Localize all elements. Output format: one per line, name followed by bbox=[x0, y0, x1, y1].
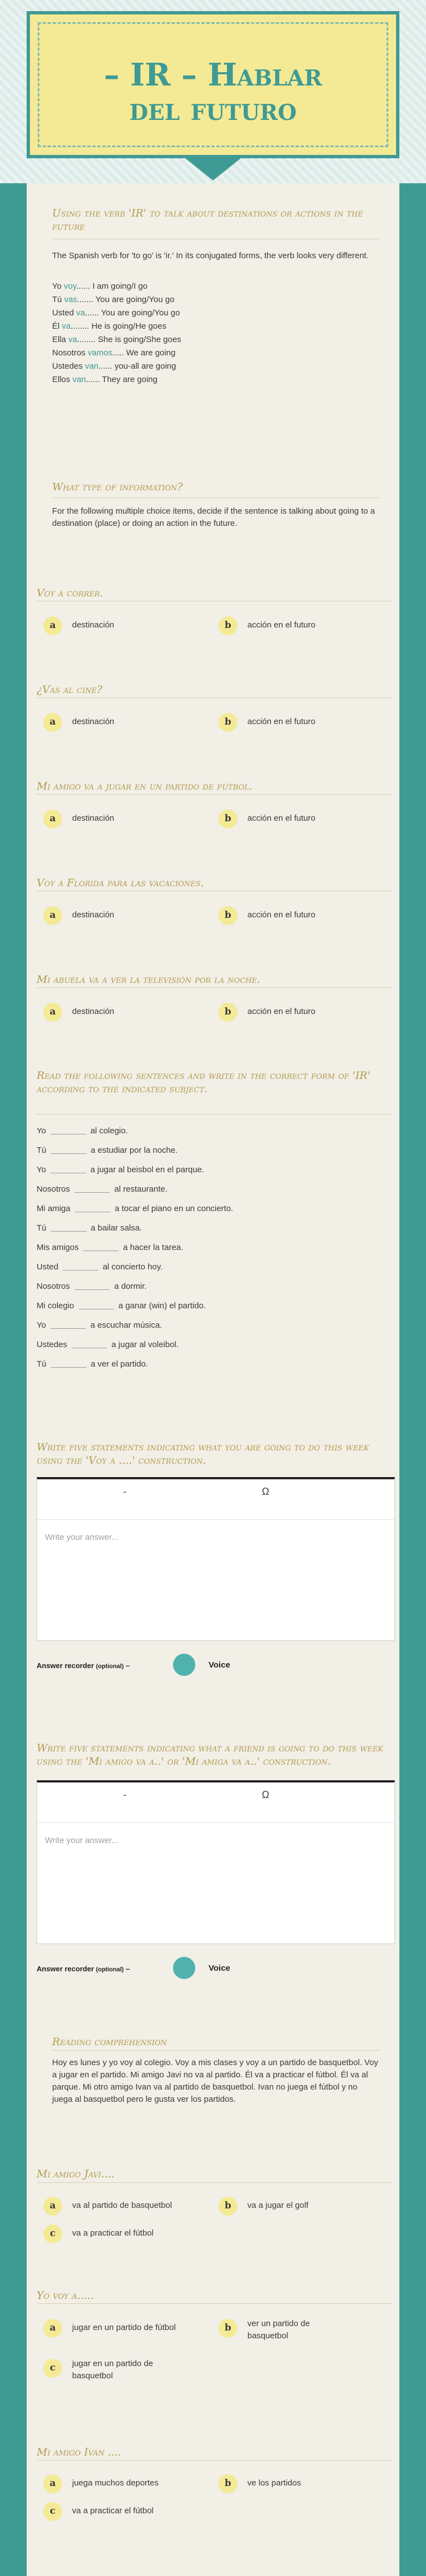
reading-text: Hoy es lunes y yo voy al colegio. Voy a mis clases y voy a un partido de basquetbol. Voy a jugar en el partido. Mi amigo Javi no va al partido. Él va a practicar el fútbol. Él va al parque. Mi otro amigo Ivan va al partido de basquetbol. Ivan no juega el fútbol y no juega al basquetbol pero le gusta ver los partidos. bbox=[52, 2058, 378, 2104]
option-c-badge: c bbox=[43, 2359, 62, 2378]
option-label: destinación bbox=[72, 814, 114, 823]
option-c[interactable] bbox=[43, 2500, 204, 2522]
option-label: jugar en un partido de fútbol bbox=[72, 2323, 176, 2332]
option-a-badge: a bbox=[43, 2319, 62, 2338]
option-b-badge: b bbox=[219, 2197, 237, 2216]
option-a-badge: a bbox=[43, 1003, 62, 1022]
conjugation-row: Ustedes van...... you-all are going bbox=[52, 361, 176, 371]
fill-row: Mis amigos a hacer la tarea. bbox=[37, 1241, 183, 1255]
option-c[interactable] bbox=[43, 2222, 204, 2244]
option-a[interactable] bbox=[43, 711, 176, 733]
editor-placeholder: Write your answer... bbox=[45, 1533, 119, 1542]
option-b-badge: b bbox=[219, 616, 237, 635]
option-label: va a practicar el fútbol bbox=[72, 2228, 154, 2238]
option-a[interactable] bbox=[43, 904, 176, 926]
option-label: va a jugar el golf bbox=[247, 2201, 309, 2210]
option-a[interactable] bbox=[43, 807, 176, 830]
fill-row: Tú a bailar salsa. bbox=[37, 1221, 142, 1236]
title-line-2: del futuro bbox=[129, 91, 297, 128]
write2-title: Write five statements indicating what a friend is going to do this week using the 'Mi amigo va a..' or 'Mi amiga va a..' construction. bbox=[37, 1742, 383, 1767]
answer-editor-1[interactable] bbox=[37, 1477, 395, 1641]
option-c[interactable] bbox=[43, 2357, 204, 2384]
option-b-badge: b bbox=[219, 2474, 237, 2493]
question-1: Voy a correr. bbox=[37, 587, 103, 599]
fill-blank[interactable] bbox=[63, 1260, 98, 1271]
page-title bbox=[30, 58, 396, 127]
divider bbox=[52, 2050, 379, 2051]
conjugation-row: Tú vas....... You are going/You go bbox=[52, 295, 175, 304]
divider bbox=[37, 987, 392, 988]
option-a-badge: a bbox=[43, 906, 62, 925]
fill-row: Nosotros al restaurante. bbox=[37, 1182, 168, 1197]
voice-label: Voice bbox=[209, 1660, 230, 1670]
rc-question-2: Yo voy a..... bbox=[37, 2289, 94, 2302]
option-b-badge: b bbox=[219, 2319, 237, 2338]
option-a-badge: a bbox=[43, 2474, 62, 2493]
write1-title: Write five statements indicating what you are going to do this week using the 'Voy a ....' construction. bbox=[37, 1441, 369, 1467]
intro-title: Using the verb 'IR' to talk about destinations or actions in the future bbox=[52, 207, 363, 233]
option-label: acción en el futuro bbox=[247, 620, 316, 630]
option-a-badge: a bbox=[43, 713, 62, 732]
editor-toolbar bbox=[37, 1782, 394, 1823]
divider bbox=[37, 697, 392, 698]
answer-editor-2[interactable] bbox=[37, 1780, 395, 1944]
fill-title: Read the following sentences and write in the correct form of 'IR' according to the indicated subject. bbox=[37, 1069, 371, 1095]
voice-record-button[interactable] bbox=[173, 1654, 195, 1676]
option-label: destinación bbox=[72, 620, 114, 630]
fill-row: Mi colegio a ganar (win) el partido. bbox=[37, 1299, 206, 1313]
option-a[interactable] bbox=[43, 614, 176, 636]
conjugation-row: Él va........ He is going/He goes bbox=[52, 322, 166, 331]
fill-blank[interactable] bbox=[83, 1241, 119, 1251]
option-b[interactable] bbox=[219, 2472, 379, 2494]
intro-text: The Spanish verb for 'to go' is 'ir.' In its conjugated forms, the verb looks very different. bbox=[52, 251, 369, 260]
editor-placeholder: Write your answer... bbox=[45, 1836, 119, 1845]
option-a-badge: a bbox=[43, 810, 62, 828]
option-label: acción en el futuro bbox=[247, 1007, 316, 1016]
conjugation-row: Yo voy...... I am going/I go bbox=[52, 282, 148, 291]
option-c-badge: c bbox=[43, 2502, 62, 2521]
omega-tool-icon[interactable]: Ω bbox=[262, 1789, 270, 1800]
title-line-1: – IR – Hablar bbox=[104, 57, 322, 93]
omega-tool-icon[interactable]: Ω bbox=[262, 1486, 270, 1497]
option-a[interactable] bbox=[43, 1001, 176, 1023]
banner-card bbox=[27, 11, 399, 158]
option-label: ver un partido de basquetbol bbox=[247, 2319, 310, 2341]
option-label: jugar en un partido de basquetbol bbox=[72, 2359, 153, 2381]
option-label: acción en el futuro bbox=[247, 814, 316, 823]
option-b-badge: b bbox=[219, 906, 237, 925]
conjugation-row: Ella va........ She is going/She goes bbox=[52, 335, 181, 344]
option-b-badge: b bbox=[219, 713, 237, 732]
option-b[interactable] bbox=[219, 1001, 352, 1023]
option-a-badge: a bbox=[43, 2197, 62, 2216]
rc-question-3: Mi amigo Ivan .... bbox=[37, 2446, 121, 2458]
option-label: va al partido de basquetbol bbox=[72, 2201, 173, 2210]
divider bbox=[37, 2182, 392, 2183]
fill-blank[interactable] bbox=[50, 1318, 86, 1329]
banner-point bbox=[185, 158, 241, 180]
option-a[interactable] bbox=[43, 2472, 204, 2494]
option-label: ve los partidos bbox=[247, 2478, 301, 2488]
option-b[interactable] bbox=[219, 2317, 379, 2344]
option-label: acción en el futuro bbox=[247, 717, 316, 726]
conjugation-row: Ellos van...... They are going bbox=[52, 375, 158, 384]
fill-row: Tú a ver el partido. bbox=[37, 1357, 148, 1372]
option-b[interactable] bbox=[219, 711, 352, 733]
question-4: Voy a Florida para las vacaciones. bbox=[37, 877, 204, 889]
info-title: What type of information? bbox=[52, 481, 183, 493]
fill-blank[interactable] bbox=[50, 1163, 86, 1173]
option-label: destinación bbox=[72, 1007, 114, 1016]
fill-blank[interactable] bbox=[51, 1357, 87, 1368]
fill-row: Usted al concierto hoy. bbox=[37, 1260, 163, 1274]
conjugation-row: Nosotros vamos..... We are going bbox=[52, 348, 176, 358]
option-a[interactable] bbox=[43, 2195, 204, 2217]
question-5: Mi abuela va a ver la televisión por la noche. bbox=[37, 973, 261, 986]
fill-row: Nosotros a dormir. bbox=[37, 1279, 146, 1294]
fill-blank[interactable] bbox=[50, 1124, 86, 1134]
option-b[interactable] bbox=[219, 614, 352, 636]
option-label: juega muchos deportes bbox=[72, 2478, 159, 2488]
fill-blank[interactable] bbox=[74, 1279, 110, 1290]
option-b-badge: b bbox=[219, 1003, 237, 1022]
question-3: Mi amigo va a jugar en un partido de fútbol. bbox=[37, 780, 253, 792]
option-label: acción en el futuro bbox=[247, 910, 316, 920]
option-b[interactable] bbox=[219, 807, 352, 830]
dash-tool-icon[interactable]: - bbox=[123, 1789, 126, 1800]
fill-row: Yo a escuchar música. bbox=[37, 1318, 162, 1333]
dash-tool-icon[interactable]: - bbox=[123, 1486, 126, 1497]
divider bbox=[37, 794, 392, 795]
divider bbox=[37, 2303, 392, 2304]
fill-blank[interactable] bbox=[72, 1338, 107, 1348]
fill-row: Yo a jugar al beisbol en el parque. bbox=[37, 1163, 204, 1177]
fill-row: Tú a estudiar por la noche. bbox=[37, 1143, 178, 1158]
option-a-badge: a bbox=[43, 616, 62, 635]
recorder-label: Answer recorder (optional) – bbox=[37, 1661, 130, 1670]
conjugation-row: Usted va...... You are going/You go bbox=[52, 308, 180, 318]
info-text: For the following multiple choice items, decide if the sentence is talking about going to a destination (place) or doing an action in the future. bbox=[52, 506, 375, 528]
option-a[interactable] bbox=[43, 2317, 204, 2339]
worksheet bbox=[27, 183, 399, 2576]
fill-blank[interactable] bbox=[51, 1143, 87, 1154]
voice-label: Voice bbox=[209, 1964, 230, 1973]
option-label: destinación bbox=[72, 717, 114, 726]
editor-toolbar bbox=[37, 1479, 394, 1520]
reading-title: Reading comprehension bbox=[52, 2036, 167, 2048]
fill-blank[interactable] bbox=[79, 1299, 114, 1309]
question-2: ¿Vas al cine? bbox=[37, 684, 103, 696]
option-label: va a practicar el fútbol bbox=[72, 2506, 154, 2515]
recorder-label: Answer recorder (optional) – bbox=[37, 1965, 130, 1973]
fill-row: Mi amiga a tocar el piano en un concierto. bbox=[37, 1202, 233, 1216]
fill-row: Yo al colegio. bbox=[37, 1124, 128, 1138]
fill-blank[interactable] bbox=[75, 1202, 110, 1212]
option-b-badge: b bbox=[219, 810, 237, 828]
fill-row: Ustedes a jugar al voleibol. bbox=[37, 1338, 179, 1352]
option-b[interactable] bbox=[219, 904, 352, 926]
fill-blank[interactable] bbox=[51, 1221, 87, 1232]
rc-question-1: Mi amigo Javi.... bbox=[37, 2168, 115, 2180]
option-label: destinación bbox=[72, 910, 114, 920]
option-c-badge: c bbox=[43, 2225, 62, 2243]
title-banner bbox=[0, 0, 426, 183]
voice-record-button[interactable] bbox=[173, 1957, 195, 1979]
option-b[interactable] bbox=[219, 2195, 379, 2217]
fill-blank[interactable] bbox=[74, 1182, 110, 1193]
